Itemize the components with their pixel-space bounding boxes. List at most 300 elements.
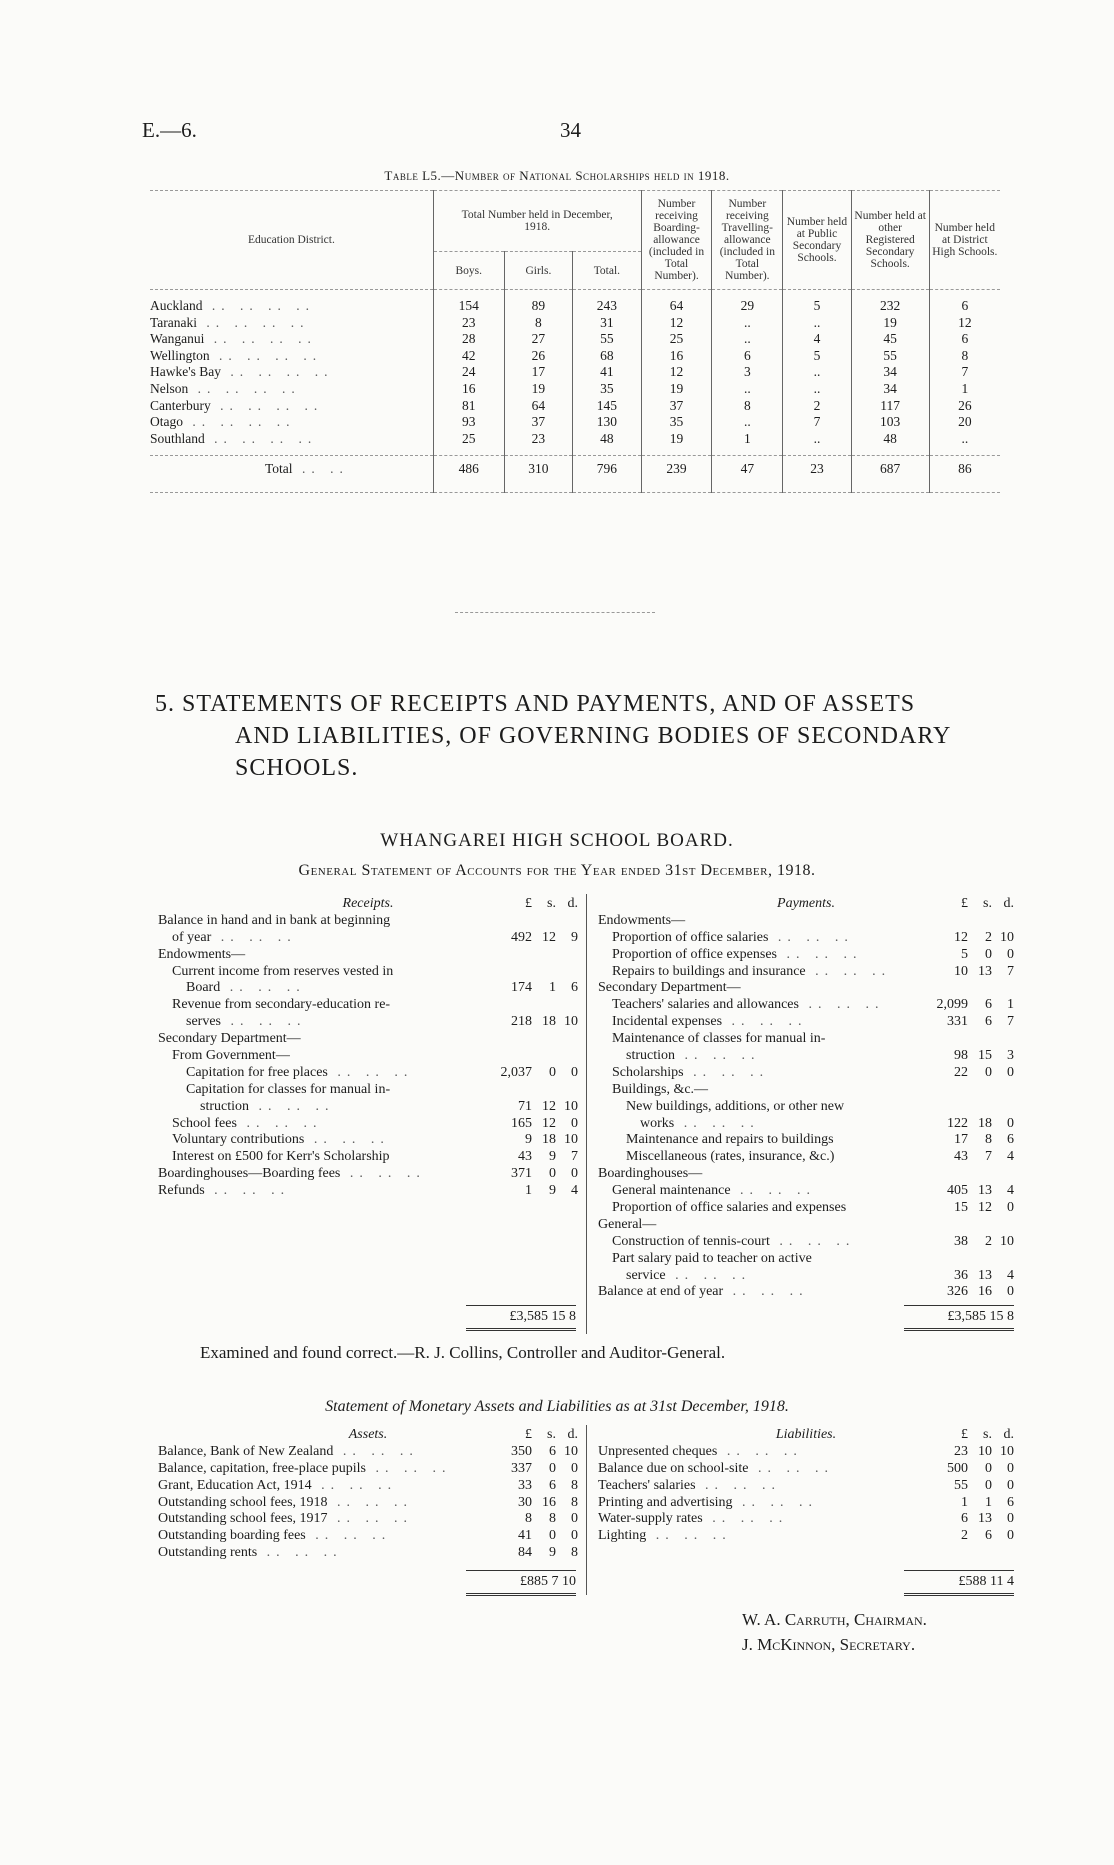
table-row xyxy=(150,431,1000,448)
amount-pounds: 2 xyxy=(961,1528,968,1544)
line-amount xyxy=(914,997,1014,1014)
assets-total-value: £885 7 10 xyxy=(520,1574,576,1589)
amount-pounds: 55 xyxy=(954,1477,968,1493)
amount-pence: 10 xyxy=(1000,1233,1014,1249)
line-amount xyxy=(478,980,578,997)
cell-other: 103 xyxy=(851,414,929,431)
cell-girls: 17 xyxy=(504,364,572,381)
leader-dots: .. .. .. xyxy=(305,1528,392,1544)
line-label: Proportion of office salaries and expenses xyxy=(612,1200,847,1216)
account-line xyxy=(158,1478,578,1495)
line-label: Balance in hand and in bank at beginning xyxy=(158,912,391,928)
amount-pounds: 165 xyxy=(511,1115,532,1131)
header-public: Number held at Public Secondary Schools. xyxy=(783,191,851,290)
line-amount xyxy=(914,1149,1014,1166)
currency-header xyxy=(914,896,1014,913)
amount-shillings: 12 xyxy=(542,1098,556,1114)
currency-l: £ xyxy=(961,896,968,911)
line-amount xyxy=(914,1014,1014,1031)
amount-pounds: 30 xyxy=(518,1494,532,1510)
account-line xyxy=(598,1082,1014,1099)
district-name: Southland xyxy=(150,430,205,446)
line-label: Buildings, &c.— xyxy=(612,1081,709,1097)
line-label: Part salary paid to teacher on active xyxy=(612,1250,812,1266)
table-row xyxy=(150,364,1000,381)
chairman-signature: W. A. Carruth, Chairman. xyxy=(742,1610,927,1629)
cell-public: .. xyxy=(783,315,851,332)
liabilities-total-value: £588 11 4 xyxy=(958,1574,1014,1589)
line-label: Boardinghouses— xyxy=(598,1166,703,1182)
section-title-line1: 5. STATEMENTS OF RECEIPTS AND PAYMENTS, AND OF ASSETS xyxy=(155,691,916,717)
leader-dots: .. .. .. xyxy=(311,1477,398,1493)
cell-dhs: 20 xyxy=(929,414,1000,431)
amount-shillings: 6 xyxy=(549,1477,556,1493)
cell-girls: 37 xyxy=(504,414,572,431)
currency-l: £ xyxy=(525,896,532,911)
line-amount xyxy=(914,1528,1014,1545)
cell-public: 23 xyxy=(783,456,851,483)
cell-public: 5 xyxy=(783,290,851,315)
leader-dots: .. .. .. .. xyxy=(204,331,317,347)
account-line xyxy=(598,1268,1014,1285)
payments-heading-row xyxy=(598,896,1014,913)
amount-shillings: 13 xyxy=(978,1183,992,1199)
payments-heading: Payments. xyxy=(777,896,835,911)
district-name: Hawke's Bay xyxy=(150,364,222,380)
amount-shillings: 16 xyxy=(978,1284,992,1300)
table-row xyxy=(150,414,1000,431)
account-line xyxy=(158,1132,578,1149)
line-amount xyxy=(914,1183,1014,1200)
cell-other: 117 xyxy=(851,398,929,415)
amount-shillings: 8 xyxy=(549,1511,556,1527)
line-label: Lighting xyxy=(598,1528,647,1544)
account-line xyxy=(158,1528,578,1545)
cell-other: 34 xyxy=(851,381,929,398)
currency-d: d. xyxy=(1003,1427,1014,1442)
table-row xyxy=(150,398,1000,415)
line-amount xyxy=(914,947,1014,964)
currency-l: £ xyxy=(525,1427,532,1442)
amount-pounds: 218 xyxy=(511,1014,532,1030)
table-total-row xyxy=(150,456,1000,483)
line-amount xyxy=(478,1065,578,1082)
document-code: E.—6. xyxy=(142,118,197,142)
amount-pence: 0 xyxy=(1007,1284,1014,1300)
currency-s: s. xyxy=(983,896,992,911)
cell-travelling: 6 xyxy=(712,348,783,365)
leader-dots: .. .. .. xyxy=(695,1477,782,1493)
line-amount xyxy=(914,1511,1014,1528)
line-label: General— xyxy=(598,1216,657,1232)
leader-dots: .. .. .. xyxy=(702,1511,789,1527)
cell-boarding: 19 xyxy=(641,381,712,398)
account-line xyxy=(598,1444,1014,1461)
cell-girls: 23 xyxy=(504,431,572,448)
account-line xyxy=(158,1444,578,1461)
cell-girls: 19 xyxy=(504,381,572,398)
account-line xyxy=(598,930,1014,947)
secretary-signature: J. McKinnon, Secretary. xyxy=(742,1635,916,1654)
amount-pence: 7 xyxy=(1007,1014,1014,1030)
leader-dots: .. .. .. xyxy=(675,1048,761,1064)
amount-pence: 0 xyxy=(571,1064,578,1080)
cell-travelling: 3 xyxy=(712,364,783,381)
cell-dhs: 8 xyxy=(929,348,1000,365)
line-label: Proportion of office salaries xyxy=(612,929,769,945)
account-line xyxy=(598,1217,1014,1234)
account-line xyxy=(158,930,578,947)
amount-pence: 0 xyxy=(1007,1477,1014,1493)
leader-dots: .. .. .. xyxy=(365,1460,452,1476)
cell-girls: 26 xyxy=(504,348,572,365)
amount-shillings: 15 xyxy=(978,1048,992,1064)
amount-pounds: 17 xyxy=(954,1132,968,1148)
account-line xyxy=(158,1099,578,1116)
line-label: works xyxy=(640,1115,675,1131)
amount-shillings: 0 xyxy=(985,1460,992,1476)
cell-girls: 27 xyxy=(504,331,572,348)
account-line xyxy=(158,1461,578,1478)
line-label: Miscellaneous (rates, insurance, &c.) xyxy=(626,1149,835,1165)
cell-travelling: 8 xyxy=(712,398,783,415)
leader-dots: .. .. .. xyxy=(722,1014,808,1030)
amount-shillings: 13 xyxy=(978,1511,992,1527)
line-label: struction xyxy=(200,1098,249,1114)
leader-dots: .. .. .. xyxy=(257,1545,343,1561)
line-label: Revenue from secondary-education re- xyxy=(172,997,391,1013)
amount-pence: 0 xyxy=(1007,946,1014,962)
line-label: Balance due on school-site xyxy=(598,1460,749,1476)
amount-shillings: 18 xyxy=(978,1115,992,1131)
line-label: of year xyxy=(172,929,212,945)
amount-pounds: 36 xyxy=(954,1267,968,1283)
amount-shillings: 9 xyxy=(549,1183,556,1199)
leader-dots: .. .. .. xyxy=(236,1115,323,1131)
line-label: Maintenance and repairs to buildings xyxy=(626,1132,834,1148)
cell-other: 48 xyxy=(851,431,929,448)
leader-dots: .. .. .. xyxy=(327,1511,414,1527)
amount-shillings: 6 xyxy=(985,1014,992,1030)
line-amount xyxy=(914,1268,1014,1285)
cell-boys: 25 xyxy=(433,431,504,448)
line-amount xyxy=(478,1166,578,1183)
leader-dots: .. .. .. xyxy=(730,1183,817,1199)
column-divider xyxy=(586,894,587,1334)
line-amount xyxy=(478,1116,578,1133)
amount-pence: 6 xyxy=(1007,1494,1014,1510)
amount-pounds: 43 xyxy=(518,1149,532,1165)
currency-s: s. xyxy=(983,1427,992,1442)
cell-girls: 89 xyxy=(504,290,572,315)
line-label: Scholarships xyxy=(612,1064,684,1080)
leader-dots: .. .. .. xyxy=(768,929,854,945)
amount-pounds: 2,037 xyxy=(500,1064,532,1080)
line-label: Boardinghouses—Boarding fees xyxy=(158,1166,341,1182)
cell-total: 31 xyxy=(573,315,641,332)
amount-pounds: 326 xyxy=(947,1284,968,1300)
account-line xyxy=(158,1014,578,1031)
leader-dots: .. .. .. xyxy=(665,1267,752,1283)
account-line xyxy=(158,1149,578,1166)
cell-public: 2 xyxy=(783,398,851,415)
account-line xyxy=(598,964,1014,981)
line-label: Grant, Education Act, 1914 xyxy=(158,1477,312,1493)
cell-boarding: 19 xyxy=(641,431,712,448)
line-label: New buildings, additions, or other new xyxy=(626,1098,845,1114)
leader-dots: .. .. .. .. xyxy=(210,397,324,413)
cell-travelling: .. xyxy=(712,331,783,348)
cell-total: 243 xyxy=(573,290,641,315)
amount-pence: 0 xyxy=(1007,1511,1014,1527)
leader-dots: .. .. .. xyxy=(646,1528,732,1544)
receipts-heading: Receipts. xyxy=(342,896,394,911)
account-line xyxy=(598,1048,1014,1065)
cell-travelling: 1 xyxy=(712,431,783,448)
line-amount xyxy=(478,1545,578,1562)
amount-shillings: 12 xyxy=(542,1115,556,1131)
cell-public: .. xyxy=(783,381,851,398)
line-amount xyxy=(478,1183,578,1200)
amount-shillings: 18 xyxy=(542,1014,556,1030)
amount-pence: 4 xyxy=(571,1183,578,1199)
amount-pounds: 22 xyxy=(954,1064,968,1080)
line-amount xyxy=(478,1495,578,1512)
line-label: Unpresented cheques xyxy=(598,1443,718,1459)
leader-dots: .. .. .. xyxy=(805,963,892,979)
receipts-total xyxy=(466,1305,576,1331)
leader-dots: .. .. .. xyxy=(683,1064,770,1080)
amount-shillings: 13 xyxy=(978,963,992,979)
assets-total xyxy=(466,1570,576,1596)
line-amount xyxy=(478,1478,578,1495)
amount-shillings: 10 xyxy=(978,1443,992,1459)
account-line xyxy=(158,1166,578,1183)
cell-boarding: 64 xyxy=(641,290,712,315)
amount-pence: 7 xyxy=(1007,963,1014,979)
line-label: School fees xyxy=(172,1115,237,1131)
line-amount xyxy=(914,964,1014,981)
leader-dots: .. .. .. xyxy=(776,946,863,962)
amount-pence: 0 xyxy=(571,1166,578,1182)
cell-public: .. xyxy=(783,364,851,381)
account-line xyxy=(598,1183,1014,1200)
amount-pence: 8 xyxy=(571,1494,578,1510)
cell-travelling: .. xyxy=(712,381,783,398)
section-title-line2: AND LIABILITIES, OF GOVERNING BODIES OF SECONDARY xyxy=(235,723,952,749)
amount-shillings: 1 xyxy=(549,980,556,996)
payments-total xyxy=(904,1305,1014,1331)
amount-shillings: 16 xyxy=(542,1494,556,1510)
line-amount xyxy=(914,930,1014,947)
district-name: Nelson xyxy=(150,380,189,396)
cell-boys: 24 xyxy=(433,364,504,381)
board-title: WHANGAREI HIGH SCHOOL BOARD. xyxy=(380,830,734,851)
amount-shillings: 0 xyxy=(985,1477,992,1493)
header-other: Number held at other Registered Secondary Schools. xyxy=(851,191,929,290)
leader-dots: .. .. .. xyxy=(211,929,297,945)
line-label: Balance, Bank of New Zealand xyxy=(158,1443,334,1459)
amount-pence: 0 xyxy=(1007,1200,1014,1216)
header-district-high: Number held at District High Schools. xyxy=(929,191,1000,290)
leader-dots: .. .. .. .. xyxy=(204,430,318,446)
amount-shillings: 6 xyxy=(985,1528,992,1544)
table-row xyxy=(150,331,1000,348)
line-label: Incidental expenses xyxy=(612,1014,723,1030)
account-line xyxy=(598,1031,1014,1048)
amount-pence: 0 xyxy=(571,1460,578,1476)
line-label: Interest on £500 for Kerr's Scholarship xyxy=(172,1149,390,1165)
payments-total-value: £3,585 15 8 xyxy=(947,1309,1014,1324)
cell-other: 34 xyxy=(851,364,929,381)
amount-pounds: 1 xyxy=(961,1494,968,1510)
amount-shillings: 9 xyxy=(549,1545,556,1561)
account-line xyxy=(598,1116,1014,1133)
account-line xyxy=(598,1511,1014,1528)
leader-dots: .. .. .. xyxy=(717,1443,803,1459)
amount-shillings: 13 xyxy=(978,1267,992,1283)
leader-dots: .. .. .. .. xyxy=(202,298,315,313)
line-amount xyxy=(914,1495,1014,1512)
amount-pence: 10 xyxy=(564,1132,578,1148)
line-amount xyxy=(914,1048,1014,1065)
amount-pence: 7 xyxy=(571,1149,578,1165)
amount-pence: 0 xyxy=(571,1511,578,1527)
line-label: Secondary Department— xyxy=(158,1031,301,1047)
receipts-heading-row xyxy=(158,896,578,913)
amount-pounds: 12 xyxy=(954,929,968,945)
leader-dots: .. .. .. xyxy=(674,1115,760,1131)
account-line xyxy=(598,913,1014,930)
account-line xyxy=(598,1478,1014,1495)
line-label: Outstanding rents xyxy=(158,1545,258,1561)
leader-dots: .. .. .. xyxy=(732,1494,819,1510)
amount-pence: 10 xyxy=(564,1098,578,1114)
amount-pounds: 9 xyxy=(525,1132,532,1148)
amount-shillings: 7 xyxy=(985,1149,992,1165)
amount-pounds: 10 xyxy=(954,963,968,979)
line-amount xyxy=(914,1132,1014,1149)
cell-dhs: 26 xyxy=(929,398,1000,415)
auditor-note: Examined and found correct.—R. J. Collins, Controller and Auditor-General. xyxy=(200,1343,726,1362)
district-name: Auckland xyxy=(150,298,203,313)
amount-pence: 6 xyxy=(1007,1132,1014,1148)
cell-dhs: 7 xyxy=(929,364,1000,381)
account-line xyxy=(598,1251,1014,1268)
leader-dots: .. .. .. .. xyxy=(221,364,334,380)
cell-boys: 42 xyxy=(433,348,504,365)
line-label: General maintenance xyxy=(612,1183,731,1199)
amount-pounds: 371 xyxy=(511,1166,532,1182)
leader-dots: .. .. .. xyxy=(204,1183,291,1199)
amount-shillings: 0 xyxy=(549,1460,556,1476)
amount-pence: 10 xyxy=(564,1443,578,1459)
cell-other: 232 xyxy=(851,290,929,315)
cell-total: 796 xyxy=(573,456,641,483)
cell-total: 130 xyxy=(573,414,641,431)
amount-pounds: 23 xyxy=(954,1443,968,1459)
account-line xyxy=(598,947,1014,964)
amount-pence: 0 xyxy=(1007,1115,1014,1131)
line-amount xyxy=(914,1116,1014,1133)
account-line xyxy=(598,1200,1014,1217)
leader-dots: .. .. .. xyxy=(723,1284,809,1300)
line-amount xyxy=(914,1444,1014,1461)
amount-shillings: 0 xyxy=(549,1528,556,1544)
line-amount xyxy=(478,1528,578,1545)
leader-dots: .. .. .. xyxy=(769,1233,856,1249)
cell-boys: 16 xyxy=(433,381,504,398)
amount-pence: 10 xyxy=(564,1014,578,1030)
cell-boarding: 35 xyxy=(641,414,712,431)
line-amount xyxy=(914,1200,1014,1217)
amount-pounds: 98 xyxy=(954,1048,968,1064)
amount-pounds: 331 xyxy=(947,1014,968,1030)
cell-boys: 486 xyxy=(433,456,504,483)
district-name: Wanganui xyxy=(150,331,205,347)
line-label: Construction of tennis-court xyxy=(612,1233,770,1249)
leader-dots: .. .. .. xyxy=(798,997,885,1013)
amount-shillings: 0 xyxy=(549,1064,556,1080)
account-line xyxy=(598,1528,1014,1545)
account-line xyxy=(598,1461,1014,1478)
assets-statement-title: Statement of Monetary Assets and Liabilities as at 31st December, 1918. xyxy=(325,1398,789,1415)
line-label: Outstanding school fees, 1917 xyxy=(158,1511,328,1527)
account-line xyxy=(598,1166,1014,1183)
header-girls: Girls. xyxy=(504,252,572,290)
line-label: service xyxy=(626,1267,666,1283)
liabilities-column xyxy=(598,1427,1014,1545)
line-label: Refunds xyxy=(158,1183,205,1199)
account-line xyxy=(158,947,578,964)
amount-pence: 0 xyxy=(1007,1528,1014,1544)
amount-pounds: 33 xyxy=(518,1477,532,1493)
line-label: From Government— xyxy=(172,1048,290,1064)
leader-dots: .. .. .. xyxy=(327,1494,414,1510)
cell-boarding: 37 xyxy=(641,398,712,415)
line-label: Capitation for classes for manual in- xyxy=(186,1081,391,1097)
cell-dhs: 1 xyxy=(929,381,1000,398)
amount-pounds: 71 xyxy=(518,1098,532,1114)
currency-header xyxy=(478,896,578,913)
cell-boys: 154 xyxy=(433,290,504,315)
amount-pence: 0 xyxy=(571,1528,578,1544)
currency-d: d. xyxy=(567,896,578,911)
account-line xyxy=(598,1132,1014,1149)
amount-pounds: 122 xyxy=(947,1115,968,1131)
line-label: Current income from reserves vested in xyxy=(172,963,394,979)
cell-boys: 23 xyxy=(433,315,504,332)
line-label: Teachers' salaries xyxy=(598,1477,696,1493)
table-row xyxy=(150,381,1000,398)
table-row xyxy=(150,348,1000,365)
general-statement-title: General Statement of Accounts for the Year ended 31st December, 1918. xyxy=(298,862,816,879)
scholarship-table xyxy=(150,190,1000,493)
cell-total: 55 xyxy=(573,331,641,348)
receipts-column xyxy=(158,896,578,1200)
line-amount xyxy=(914,1065,1014,1082)
separator-rule xyxy=(455,612,655,613)
cell-boarding: 25 xyxy=(641,331,712,348)
account-line xyxy=(158,997,578,1014)
section-title-line3: SCHOOLS. xyxy=(235,755,359,781)
page-number: 34 xyxy=(560,118,581,142)
cell-other: 687 xyxy=(851,456,929,483)
liabilities-heading: Liabilities. xyxy=(775,1427,837,1442)
line-amount xyxy=(478,1444,578,1461)
cell-other: 55 xyxy=(851,348,929,365)
amount-pounds: 1 xyxy=(525,1183,532,1199)
